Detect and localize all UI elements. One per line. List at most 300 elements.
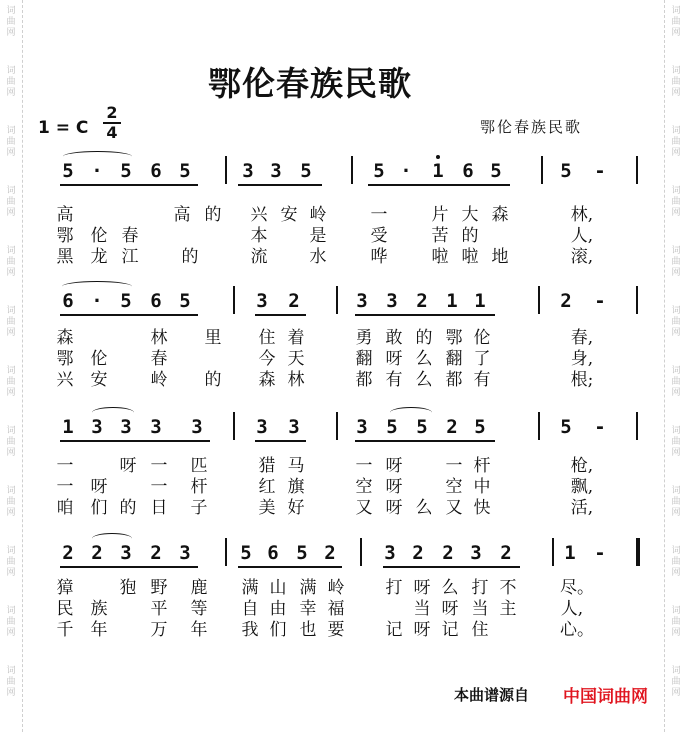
lyric-char: 的 [204, 370, 222, 390]
watermark-char: 词 [671, 6, 681, 16]
lyric-char: 本 [250, 226, 268, 246]
watermark-char: 网 [671, 688, 681, 698]
note: 2 [412, 542, 424, 564]
beam-underline [60, 440, 210, 442]
lyric-char: 流 [250, 247, 268, 267]
bar-line [636, 412, 638, 440]
bar-line [225, 538, 227, 566]
lyric-char: 飘, [570, 477, 594, 497]
lyric-char: 狍 [119, 578, 137, 598]
note: 3 [120, 416, 132, 438]
lyric-char: 族 [90, 599, 108, 619]
slur-arc [390, 407, 432, 418]
watermark-char: 词 [671, 126, 681, 136]
watermark-char: 网 [671, 88, 681, 98]
lyric-char: 翻 [355, 349, 373, 369]
note: 3 [470, 542, 482, 564]
watermark-char: 网 [6, 388, 16, 398]
lyric-char: 鄂 [56, 349, 74, 369]
note: 3 [356, 290, 368, 312]
note: 1 [62, 416, 74, 438]
sustain-dash: - [594, 416, 606, 438]
lyric-char: 呀 [413, 620, 431, 640]
lyric-char: 岭 [327, 578, 345, 598]
dot-note: · [400, 160, 412, 182]
lyric-char: 幸 [299, 599, 317, 619]
note: 5 [490, 160, 502, 182]
beam-underline [60, 314, 198, 316]
lyric-verse-3 [0, 498, 687, 518]
watermark-char: 网 [6, 268, 16, 278]
lyric-char: 鹿 [190, 578, 208, 598]
watermark-char: 曲 [671, 557, 681, 567]
lyric-char: 千 [56, 620, 74, 640]
note: 5 [560, 160, 572, 182]
lyric-char: 山 [269, 578, 287, 598]
watermark-char: 曲 [6, 17, 16, 27]
lyric-char: 一 [445, 456, 463, 476]
slur-arc [62, 281, 132, 292]
lyric-char: 满 [299, 578, 317, 598]
lyric-char: 龙 [90, 247, 108, 267]
note: 1 [446, 290, 458, 312]
lyric-char: 要 [327, 620, 345, 640]
lyric-verse-3 [0, 247, 687, 267]
lyric-char: 天 [287, 349, 305, 369]
lyric-char: 安 [280, 205, 298, 225]
beam-underline [255, 440, 306, 442]
watermark-char: 词 [6, 186, 16, 196]
lyric-char: 万 [150, 620, 168, 640]
lyric-char: 都 [355, 370, 373, 390]
bar-line [538, 412, 540, 440]
lyric-char: 杆 [190, 477, 208, 497]
watermark-char: 词 [6, 666, 16, 676]
lyric-char: 勇 [355, 328, 373, 348]
note: 5 [560, 416, 572, 438]
lyric-char: 呀 [441, 599, 459, 619]
note: 6 [150, 290, 162, 312]
bar-line [636, 286, 638, 314]
watermark-char: 网 [671, 148, 681, 158]
lyric-char: 平 [150, 599, 168, 619]
lyric-char: 伦 [90, 349, 108, 369]
watermark-char: 词 [6, 486, 16, 496]
watermark-char: 网 [671, 208, 681, 218]
lyric-char: 里 [204, 328, 222, 348]
lyric-char: 一 [56, 456, 74, 476]
watermark-char: 词 [6, 126, 16, 136]
lyric-char: 的 [181, 247, 199, 267]
watermark-char: 曲 [671, 77, 681, 87]
lyric-char: 森 [56, 328, 74, 348]
watermark-char: 网 [6, 28, 16, 38]
watermark-char: 曲 [6, 77, 16, 87]
note: 3 [120, 542, 132, 564]
watermark-char: 网 [6, 208, 16, 218]
watermark-char: 词 [671, 426, 681, 436]
source-label: 本曲谱源自 [454, 686, 530, 704]
watermark-char: 网 [671, 388, 681, 398]
lyric-char: 的 [461, 226, 479, 246]
note-row [0, 290, 687, 318]
lyric-char: 的 [119, 498, 137, 518]
lyric-char: 呀 [90, 477, 108, 497]
watermark-char: 曲 [671, 317, 681, 327]
watermark-char: 曲 [671, 137, 681, 147]
watermark-char: 词 [671, 546, 681, 556]
watermark-char: 词 [671, 186, 681, 196]
lyric-verse-2 [0, 477, 687, 497]
lyric-verse-1 [0, 578, 687, 598]
lyric-char: 呀 [385, 498, 403, 518]
lyric-char: 人, [570, 226, 594, 246]
watermark-char: 词 [671, 306, 681, 316]
lyric-char: 是 [309, 226, 327, 246]
slur-arc [92, 533, 132, 544]
lyric-char: 福 [327, 599, 345, 619]
note: 5 [300, 160, 312, 182]
watermark-char: 曲 [6, 437, 16, 447]
note: 3 [179, 542, 191, 564]
song-origin: 鄂伦春族民歌 [480, 118, 583, 136]
watermark-char: 网 [671, 628, 681, 638]
lyric-char: 们 [90, 498, 108, 518]
time-signature-bottom: 4 [106, 123, 118, 142]
watermark-char: 网 [6, 508, 16, 518]
lyric-char: 有 [385, 370, 403, 390]
watermark-char: 词 [671, 606, 681, 616]
watermark-char: 曲 [671, 257, 681, 267]
watermark-char: 曲 [671, 17, 681, 27]
watermark-char: 曲 [671, 377, 681, 387]
watermark-char: 曲 [671, 497, 681, 507]
lyric-char: 根; [570, 370, 594, 390]
watermark-char: 网 [671, 568, 681, 578]
lyric-char: 尽。 [560, 578, 594, 598]
watermark-char: 网 [6, 568, 16, 578]
final-bar-line [636, 538, 640, 566]
lyric-char: 林 [287, 370, 305, 390]
note: 2 [62, 542, 74, 564]
watermark-char: 曲 [671, 617, 681, 627]
lyric-verse-2 [0, 226, 687, 246]
lyric-char: 大 [461, 205, 479, 225]
note: 3 [242, 160, 254, 182]
lyric-char: 快 [473, 498, 491, 518]
lyric-verse-1 [0, 205, 687, 225]
lyric-char: 岭 [309, 205, 327, 225]
note: 5 [416, 416, 428, 438]
bar-line [636, 156, 638, 184]
note: 3 [270, 160, 282, 182]
lyric-char: 呀 [119, 456, 137, 476]
lyric-char: 敢 [385, 328, 403, 348]
note: 2 [150, 542, 162, 564]
watermark-char: 曲 [6, 377, 16, 387]
lyric-char: 苦 [431, 226, 449, 246]
note: 2 [446, 416, 458, 438]
note: 3 [256, 416, 268, 438]
lyric-char: 当 [471, 599, 489, 619]
lyric-char: 一 [150, 456, 168, 476]
lyric-char: 由 [269, 599, 287, 619]
lyric-char: 住 [258, 328, 276, 348]
lyric-char: 也 [299, 620, 317, 640]
lyric-char: 一 [370, 205, 388, 225]
note: 5 [296, 542, 308, 564]
lyric-char: 春 [121, 226, 139, 246]
lyric-char: 呀 [385, 477, 403, 497]
note: 3 [256, 290, 268, 312]
watermark-char: 网 [6, 688, 16, 698]
lyric-char: 哗 [370, 247, 388, 267]
site-name: 中国词曲网 [563, 687, 648, 707]
watermark-char: 词 [6, 426, 16, 436]
time-signature [103, 104, 121, 142]
lyric-char: 又 [445, 498, 463, 518]
lyric-char: 杆 [473, 456, 491, 476]
lyric-char: 呀 [413, 578, 431, 598]
lyric-char: 年 [190, 620, 208, 640]
lyric-char: 心。 [560, 620, 594, 640]
slur-arc [92, 407, 134, 418]
lyric-char: 的 [204, 205, 222, 225]
beam-underline [355, 314, 495, 316]
lyric-char: 身, [570, 349, 594, 369]
watermark-char: 曲 [6, 677, 16, 687]
note: 3 [91, 416, 103, 438]
lyric-char: 活, [570, 498, 594, 518]
lyric-char: 江 [121, 247, 139, 267]
sustain-dash: - [594, 160, 606, 182]
watermark-char: 曲 [6, 257, 16, 267]
lyric-char: 美 [258, 498, 276, 518]
note-row [0, 542, 687, 570]
note: 5 [474, 416, 486, 438]
beam-underline [368, 184, 510, 186]
watermark-char: 词 [6, 366, 16, 376]
watermark-char: 网 [671, 508, 681, 518]
lyric-char: 日 [150, 498, 168, 518]
beam-underline [60, 184, 198, 186]
lyric-char: 匹 [190, 456, 208, 476]
lyric-char: 受 [370, 226, 388, 246]
note: 2 [442, 542, 454, 564]
lyric-char: 一 [56, 477, 74, 497]
lyric-char: 红 [258, 477, 276, 497]
bar-line [538, 286, 540, 314]
beam-underline [255, 314, 306, 316]
lyric-char: 啦 [431, 247, 449, 267]
note: 5 [386, 416, 398, 438]
lyric-char: 鄂 [445, 328, 463, 348]
watermark-char: 曲 [6, 497, 16, 507]
lyric-char: 打 [471, 578, 489, 598]
watermark-char: 网 [671, 328, 681, 338]
lyric-char: 伦 [473, 328, 491, 348]
watermark-char: 词 [671, 486, 681, 496]
beam-underline [238, 566, 342, 568]
watermark-char: 曲 [671, 437, 681, 447]
note: 3 [384, 542, 396, 564]
lyric-char: 好 [287, 498, 305, 518]
watermark-char: 词 [6, 246, 16, 256]
watermark-char: 网 [6, 628, 16, 638]
lyric-char: 民 [56, 599, 74, 619]
lyric-verse-3 [0, 370, 687, 390]
note: 5 [179, 290, 191, 312]
lyric-char: 子 [190, 498, 208, 518]
note: 3 [288, 416, 300, 438]
lyric-char: 主 [499, 599, 517, 619]
lyric-char: 滚, [570, 247, 594, 267]
note: 5 [373, 160, 385, 182]
note: 3 [386, 290, 398, 312]
lyric-char: 了 [473, 349, 491, 369]
watermark-char: 网 [6, 88, 16, 98]
lyric-char: 么 [415, 498, 433, 518]
watermark-char: 曲 [671, 197, 681, 207]
bar-line [336, 412, 338, 440]
watermark-char: 词 [671, 666, 681, 676]
lyric-char: 等 [190, 599, 208, 619]
watermark-char: 词 [671, 66, 681, 76]
lyric-char: 枪, [570, 456, 594, 476]
lyric-char: 獐 [56, 578, 74, 598]
lyric-char: 林 [150, 328, 168, 348]
lyric-char: 安 [90, 370, 108, 390]
watermark-char: 网 [671, 28, 681, 38]
lyric-char: 高 [173, 205, 191, 225]
note: 3 [150, 416, 162, 438]
lyric-char: 森 [258, 370, 276, 390]
lyric-char: 野 [150, 578, 168, 598]
lyric-char: 水 [309, 247, 327, 267]
dot-note: · [91, 290, 103, 312]
note: 2 [560, 290, 572, 312]
song-title: 鄂伦春族民歌 [208, 64, 412, 103]
note: 6 [462, 160, 474, 182]
lyric-char: 森 [491, 205, 509, 225]
note-row [0, 160, 687, 188]
lyric-char: 兴 [250, 205, 268, 225]
lyric-char: 呀 [385, 349, 403, 369]
note: 2 [91, 542, 103, 564]
lyric-char: 年 [90, 620, 108, 640]
bar-line [233, 412, 235, 440]
beam-underline [355, 440, 495, 442]
note: 1 [474, 290, 486, 312]
watermark-char: 词 [6, 66, 16, 76]
bar-line [351, 156, 353, 184]
note: 6 [150, 160, 162, 182]
lyric-char: 自 [241, 599, 259, 619]
watermark-char: 网 [671, 268, 681, 278]
lyric-char: 我 [241, 620, 259, 640]
lyric-char: 有 [473, 370, 491, 390]
watermark-char: 曲 [6, 617, 16, 627]
lyric-char: 打 [385, 578, 403, 598]
lyric-char: 么 [415, 349, 433, 369]
lyric-char: 马 [287, 456, 305, 476]
bar-line [541, 156, 543, 184]
note: 6 [267, 542, 279, 564]
watermark-char: 曲 [6, 557, 16, 567]
lyric-char: 着 [287, 328, 305, 348]
lyric-char: 记 [385, 620, 403, 640]
octave-dot [436, 155, 440, 159]
lyric-char: 的 [415, 328, 433, 348]
lyric-char: 一 [355, 456, 373, 476]
lyric-char: 么 [441, 578, 459, 598]
lyric-char: 伦 [90, 226, 108, 246]
lyric-char: 春, [570, 328, 594, 348]
lyric-char: 今 [258, 349, 276, 369]
note: 3 [191, 416, 203, 438]
sustain-dash: - [594, 290, 606, 312]
lyric-verse-1 [0, 328, 687, 348]
lyric-char: 鄂 [56, 226, 74, 246]
bar-line [360, 538, 362, 566]
lyric-char: 不 [499, 578, 517, 598]
lyric-char: 兴 [56, 370, 74, 390]
lyric-verse-2 [0, 599, 687, 619]
lyric-char: 黑 [56, 247, 74, 267]
watermark-char: 曲 [6, 137, 16, 147]
note: 5 [120, 290, 132, 312]
lyric-char: 中 [473, 477, 491, 497]
watermark-char: 网 [6, 328, 16, 338]
sustain-dash: - [594, 542, 606, 564]
note: 2 [324, 542, 336, 564]
note-row [0, 416, 687, 444]
lyric-char: 林, [570, 205, 594, 225]
watermark-char: 词 [671, 366, 681, 376]
watermark-char: 词 [6, 306, 16, 316]
watermark-char: 曲 [6, 317, 16, 327]
dot-note: · [91, 160, 103, 182]
note: 5 [240, 542, 252, 564]
note: 6 [62, 290, 74, 312]
lyric-char: 当 [413, 599, 431, 619]
lyric-char: 地 [491, 247, 509, 267]
watermark-char: 曲 [671, 677, 681, 687]
lyric-char: 猎 [258, 456, 276, 476]
lyric-verse-1 [0, 456, 687, 476]
bar-line [225, 156, 227, 184]
lyric-char: 高 [56, 205, 74, 225]
lyric-char: 们 [269, 620, 287, 640]
lyric-char: 记 [441, 620, 459, 640]
beam-underline [60, 566, 198, 568]
lyric-verse-2 [0, 349, 687, 369]
lyric-char: 呀 [385, 456, 403, 476]
lyric-char: 咱 [56, 498, 74, 518]
lyric-char: 住 [471, 620, 489, 640]
watermark-char: 词 [6, 6, 16, 16]
key-signature: 1 = C [38, 118, 89, 138]
time-signature-top: 2 [106, 103, 118, 122]
note: 1 [432, 160, 444, 182]
lyric-char: 旗 [287, 477, 305, 497]
lyric-char: 片 [431, 205, 449, 225]
watermark-char: 词 [671, 246, 681, 256]
lyric-verse-3 [0, 620, 687, 640]
lyric-char: 人, [560, 599, 584, 619]
note: 2 [288, 290, 300, 312]
lyric-char: 空 [445, 477, 463, 497]
